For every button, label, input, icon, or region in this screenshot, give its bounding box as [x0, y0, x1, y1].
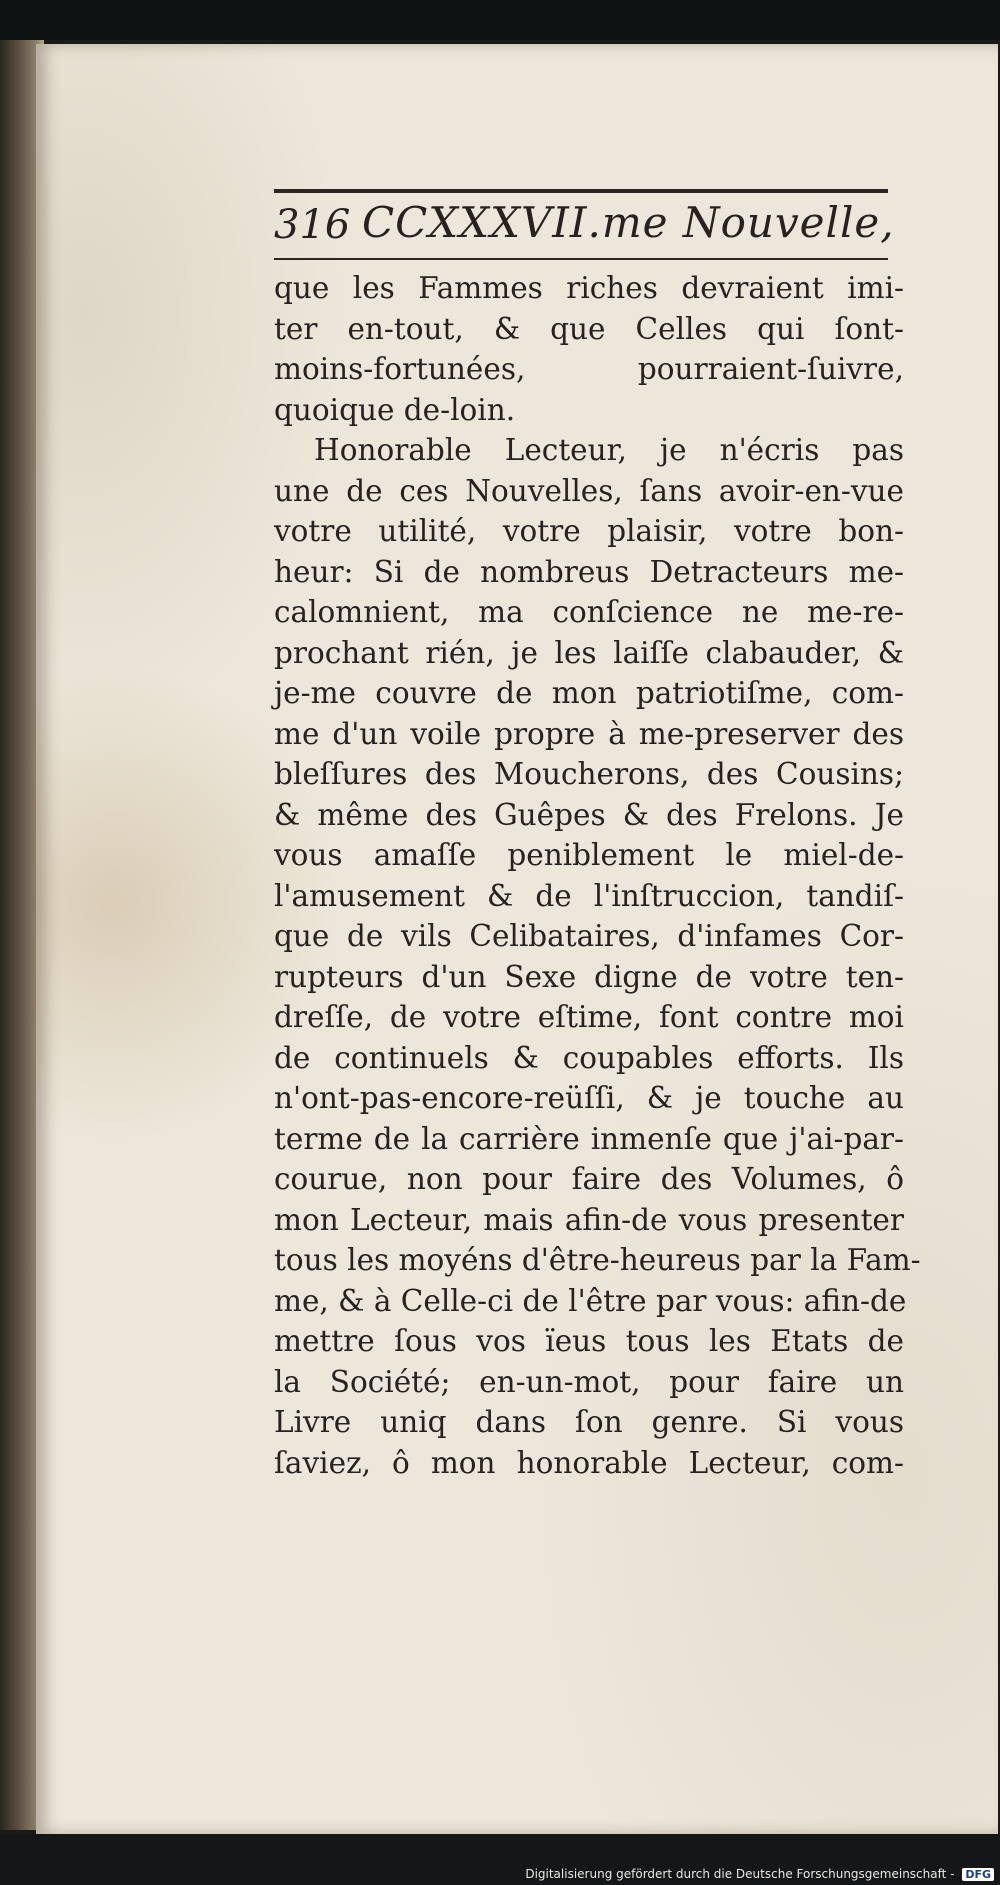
running-header — [274, 196, 895, 256]
text-line: terme de la carrière inmenſe que j'ai-par- — [274, 1121, 904, 1156]
text-line: ſaviez, ô mon honorable Lecteur, com- — [274, 1445, 904, 1480]
text-line: je-me couvre de mon patriotiſme, com- — [274, 676, 904, 710]
scan-top-border — [0, 0, 1000, 40]
text-line: me d'un voile propre à me-preserver des — [274, 716, 904, 751]
text-line: l'amusement & de l'inſtruccion, tandiſ- — [274, 878, 904, 913]
text-line: courue, non pour faire des Volumes, ô — [274, 1162, 904, 1196]
text-line: de continuels & coupables efforts. Ils — [274, 1040, 904, 1075]
digitization-credit — [525, 1867, 994, 1881]
text-line: vous amaſſe peniblement le miel-de- — [274, 838, 904, 872]
credit-text: Digitalisierung gefördert durch die Deutsche Forschungsgemeinschaft - — [525, 1867, 955, 1881]
page-number: 316 — [274, 202, 351, 248]
text-line: dreſſe, de votre eſtime, font contre moi — [274, 1000, 904, 1034]
text-line: me, & à Celle-ci de l'être par vous: afin-de — [274, 1283, 907, 1318]
running-title: CCXXXVII.me Nouvelle, — [362, 198, 895, 247]
text-line: quoique de-loin. — [274, 392, 516, 427]
header-rule-top — [274, 189, 888, 193]
text-line: prochant rién, je les laiſſe clabauder, & — [274, 635, 904, 670]
text-line: & même des Guêpes & des Frelons. Je — [274, 797, 904, 832]
text-line: votre utilité, votre plaisir, votre bon- — [274, 514, 904, 548]
text-line: que de vils Celibataires, d'infames Cor- — [274, 919, 904, 953]
text-line: calomnient, ma conſcience ne me-re- — [274, 595, 904, 629]
dfg-logo: DFG — [962, 1868, 994, 1881]
text-line: ter en-tout, & que Celles qui ſont- — [274, 311, 904, 346]
text-line: rupteurs d'un Sexe digne de votre ten- — [274, 959, 904, 994]
text-line: n'ont-pas-encore-reüſſi, & je touche au — [274, 1081, 904, 1115]
text-line: Honorable Lecteur, je n'écris pas — [314, 433, 904, 467]
header-rule-bottom — [274, 258, 888, 260]
text-line: une de ces Nouvelles, ſans avoir-en-vue — [274, 473, 904, 508]
text-line: heur: Si de nombreus Detracteurs me- — [274, 554, 904, 589]
text-line: la Société; en-un-mot, pour faire un — [274, 1364, 904, 1399]
scan-bottom-border — [0, 1834, 1000, 1885]
text-line: moins-fortunées, pourraient-ſuivre, — [274, 352, 904, 386]
text-line: que les Fammes riches devraient imi- — [274, 271, 904, 305]
text-line: mon Lecteur, mais afin-de vous presenter — [274, 1202, 904, 1237]
body-text — [274, 268, 921, 1483]
text-line: bleſſures des Moucherons, des Cousins; — [274, 757, 904, 791]
text-line: tous les moyéns d'être-heureus par la Fam- — [274, 1243, 921, 1277]
text-line: mettre ſous vos ïeus tous les Etats de — [274, 1324, 904, 1358]
text-line: Livre uniq dans ſon genre. Si vous — [274, 1405, 904, 1439]
